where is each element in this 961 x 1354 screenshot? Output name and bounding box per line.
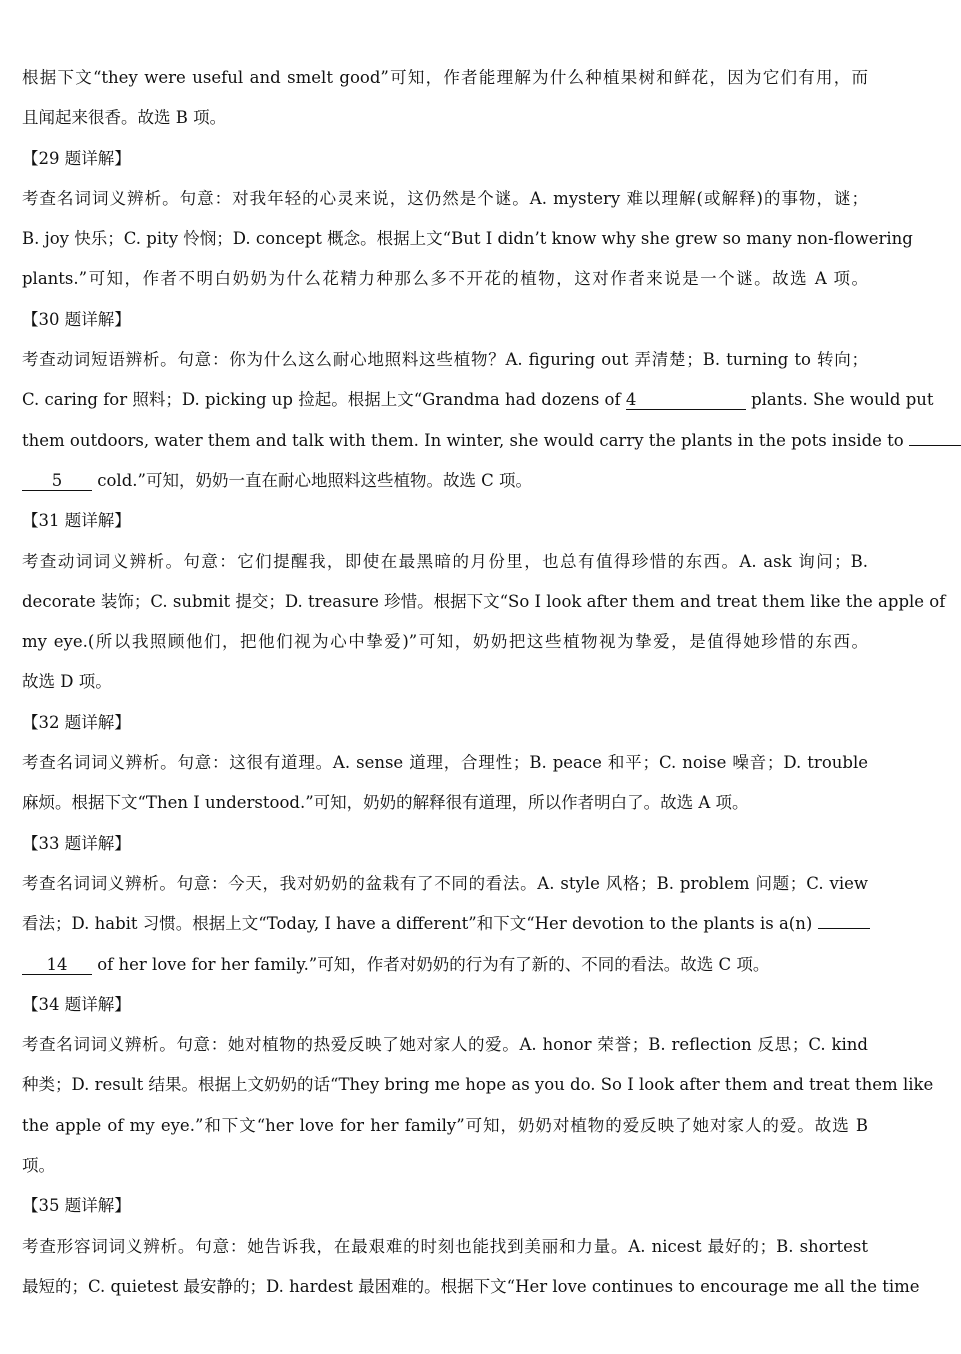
- line-text: of her love for her family.”可知，作者对奶奶的行为有了新的、不同的看法。故选 C 项。: [92, 954, 770, 974]
- text-line: 故选 D 项。: [22, 672, 112, 692]
- line-text: cold.”可知，奶奶一直在耐心地照料这些植物。故选 C 项。: [92, 470, 533, 490]
- text-line: 种类；D. result 结果。根据上文奶奶的话“They bring me hope as you do. So I look after them and treat them like: [22, 1075, 934, 1095]
- text-line: [22, 945, 868, 985]
- text-line: [22, 904, 868, 944]
- blank-underline: [818, 928, 870, 929]
- text-line: 最短的；C. quietest 最安静的；D. hardest 最困难的。根据下文“Her love continues to encourage me all the time: [22, 1276, 920, 1296]
- text-line: 考查动词短语辨析。句意：你为什么这么耐心地照料这些植物？A. figuring out 弄清楚；B. turning to 转向；: [22, 350, 868, 370]
- section-heading: 【30 题详解】: [22, 309, 131, 329]
- blank-underline: [909, 445, 961, 446]
- text-line: 麻烦。根据下文“Then I understood.”可知，奶奶的解释很有道理，所以作者明白了。故选 A 项。: [22, 793, 749, 813]
- text-line: [22, 421, 909, 461]
- section-heading: 【33 题详解】: [22, 833, 131, 853]
- text-line: plants.”可知，作者不明白奶奶为什么花精力种那么多不开花的植物，这对作者来说是一个谜。故选 A 项。: [22, 269, 868, 289]
- line-text: plants. She would put: [745, 390, 934, 410]
- text-line: the apple of my eye.”和下文“her love for her family”可知，奶奶对植物的爱反映了她对家人的爱。故选 B: [22, 1115, 868, 1135]
- text-line: 考查名词词义辨析。句意：她对植物的热爱反映了她对家人的爱。A. honor 荣誉；B. reflection 反思；C. kind: [22, 1035, 868, 1055]
- text-line: 考查形容词词义辨析。句意：她告诉我，在最艰难的时刻也能找到美丽和力量。A. nicest 最好的；B. shortest: [22, 1236, 868, 1256]
- section-heading: 【35 题详解】: [22, 1196, 131, 1216]
- document-body: [22, 58, 946, 1307]
- blank-underline: 5: [22, 472, 92, 491]
- text-line: 考查名词词义辨析。句意：今天，我对奶奶的盆栽有了不同的看法。A. style 风格；B. problem 问题；C. view: [22, 873, 868, 893]
- text-line: my eye.(所以我照顾他们，把他们视为心中挚爱)”可知，奶奶把这些植物视为挚爱，是值得她珍惜的东西。: [22, 632, 868, 652]
- blank-underline: 4: [626, 391, 746, 410]
- section-heading: 【29 题详解】: [22, 148, 131, 168]
- line-text: them outdoors, water them and talk with them. In winter, she would carry the plants in the pots inside to: [22, 430, 909, 450]
- section-heading: 【31 题详解】: [22, 511, 131, 531]
- text-line: 考查名词词义辨析。句意：对我年轻的心灵来说，这仍然是个谜。A. mystery 难以理解(或解释)的事物，谜；: [22, 188, 868, 208]
- blank-underline: 14: [22, 956, 92, 975]
- line-text: 看法；D. habit 习惯。根据上文“Today, I have a different”和下文“Her devotion to the plants is a(n): [22, 914, 818, 934]
- text-line: 考查动词词义辨析。句意：它们提醒我，即使在最黑暗的月份里，也总有值得珍惜的东西。A. ask 询问；B.: [22, 551, 868, 571]
- text-line: [22, 461, 868, 501]
- text-line: [22, 380, 934, 420]
- section-heading: 【34 题详解】: [22, 994, 131, 1014]
- text-line: B. joy 快乐；C. pity 怜悯；D. concept 概念。根据上文“But I didn’t know why she grew so many non-flowering: [22, 229, 913, 249]
- line-text: C. caring for 照料；D. picking up 捡起。根据上文“Grandma had dozens of: [22, 390, 626, 410]
- text-line: 项。: [22, 1156, 55, 1176]
- text-line: 根据下文“they were useful and smelt good”可知，作者能理解为什么种植果树和鲜花，因为它们有用，而: [22, 68, 868, 87]
- text-line: decorate 装饰；C. submit 提交；D. treasure 珍惜。根据下文“So I look after them and treat them like the apple of: [22, 591, 946, 611]
- text-line: 且闻起来很香。故选 B 项。: [22, 108, 227, 128]
- section-heading: 【32 题详解】: [22, 712, 131, 732]
- text-line: 考查名词词义辨析。句意：这很有道理。A. sense 道理，合理性；B. peace 和平；C. noise 噪音；D. trouble: [22, 753, 868, 773]
